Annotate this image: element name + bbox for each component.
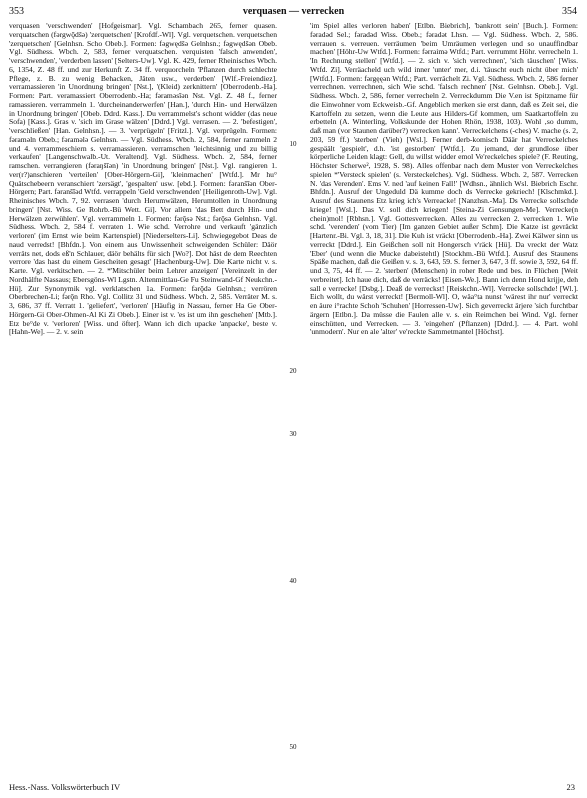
- right-column-text: 'im Spiel alles verloren haben' [Etlbn. Biebrich], 'bankrott sein' [Buch.]. Formen: fǝradǝd Sel.; fǝradǝd Wiss. Obeb.; fǝradǝt Lhsn. — Vgl. Südhess. Wbch. 2, 586. verrauen s. verreuen. verräumen 'beim Umräumen verlegen und so unauffindbar machen' [Höhr-Uw Wtfd.]. Formen: fǝrraimǝ Wtfd.; Part. verrummt Höhr. verrecheln 1. 'In Rechnung stellen' [Wtfd.]. — 2. sich v. 'sich verrechnen', 'sich täuschen' [Wiss. Wtfd. Zi]. Verräacheld uch wild inner 'unter' mer, d.i. 'täuscht euch nicht über mich' [Wtfd.]. Formen: fǝrgęęǝn Wtfd.; Part. verrächelt Zi. Vgl. Südhess. Wbch. 2, 586 ferner verrechnen. verrechnen, sich Wie schd. 'falsch rechnen' [Nst. Gelnhsn. Obeb.]. Vgl. Südhess. Wbch. 2, 586, ferner verrecheln 2. Verreckdumm Die V.en ist Spitzname für die Einwohner vom Eckweisb.-Gf. Angeblich merken sie erst dann, daß es Zeit sei, die Kartoffeln zu setzen, wenn die Leute aus Hilders-Gf kommen, um Saatkartoffeln zu erbetteln (A. Winterling, Volkskunde der Hohen Rhön, 1938, 103). Wohl ‚so dumm, daß man (vor Staunen darüber?) verrecken kann'. Verreckelchens (-ches) V. mache (s. 2, 203, 59 ff.) 'sterben' (Vieh) [Wsl.]. Ferner derb-komisch Däär hat Verreckelches gespäält 'gespielt', d.h. 'ist gestorben' [Wtfd.]. Zu jemand, der grundlose über körperliche Leiden klagt: Gell, du willst widder emol Ve'reckelches spiele? (F. Reuting, Höchster Scherwe², 1928, S. 98). Alles offenbar nach dem Muster von Verreckelches spielen *'Versteck spielen' (s. Versteckelches). Vgl. Südhess. Wbch. 2, 587. Verrecken N. 'das Verenden'. Ems V. ned 'auf keinen Fall!' [Wdhsn., ähnlich Wsl. Biebrich Eschr. Bhfdn.]. Ausruf der Ungeduld Dä kumme doch ds Verrecke gekriech! [Klschmkd.]. Ausruf des Staunens Etz krieg ich's Verreacke! [Nanzhsn.-Ma]. Ds Verrecke sollschde kriege! [Wsl.]. Das V. soll dich kriegen! [Steina-Zi Gensungen-Me]. Verrecke(n chein)mol! [Rbhsn.]. Vgl. Gottesverrecken. Alles zu verrecken 2. verrecken 1. Wie schd. 'verenden' (vom Tier) [Im ganzen Gebiet außer Schm]. Die Katze ist gevräckt [Hartenr.-Bi. Vgl. 3, 18, 31]. Die Kuh ist vräckt [Oberrodenb.-Ha]. Zwei Kälwer sinn us verreckt [Ddrd.]. Ein Geißchen soll nit Hongersch v'räck [Hü]. Da vreckt der Watz 'Eber' (und wenn die Mucke dabeistehtl) [Stockhm.-Bü Wtfd.]. Ausruf des Staunens Späße machen, daß die Geißen v. s. 3, 643, 59. S. ferner 3, 647, 3 ff. sowie 3, 592, 64 ff. und 3, 75, 44 ff. — 2. 'sterben' (Menschen) in roher Rede und bes. in Flüchen [Weit verbreitet]. Ich haue dich, daß de verräcks! [Eisen-We.]. Bann ich denn Hond krijje, deh sall e verrecke! [Dsbg.]. Deaß de verreckst! [Reiskchn.-Wl]. Verrecke sollschde! [Wl.]. Eich wollt, du wärst verreckt! [Bermoll-Wl]. O, wäa°ta nunst 'wärest ihr nur' verreckt en äure i°rachte Schoh 'Schuhen' [Horressen-Uw]. Sich geverreckt ärjere 'sich furchtbar ärgern [Etlbn.]. Da müsse die Faulen alle v. s. ein Reimchen bei Wind. Vgl. ferner einschütten, und Verrecken. — 3. 'eingehen' (Pflanzen) [Ddrd.]. — 4. Part. wohl 'unmodern'. Nur en ale 'alter' ve'reckte Sammetmantel [Höchst].: [310, 22, 578, 337]
- footer-book-title: Hess.-Nass. Volkswörterbuch IV: [9, 782, 121, 792]
- line-number: 50: [289, 743, 297, 751]
- left-column: [9, 22, 277, 772]
- running-title: verquasen — verrecken: [242, 6, 345, 17]
- line-number: 30: [289, 430, 297, 438]
- line-number: 10: [289, 140, 297, 148]
- page-number-left: 353: [9, 6, 24, 17]
- left-column-text: verquasen 'verschwenden' [Hofgeismar]. Vgl. Schambach 265, ferner quasen. verquatschen (fǝrgwǭdšǝ) 'zerquetschen' [Krofdf.-Wl]. Vgl. verquetschen. verquetschen 'zerquetschen' [Gelnhsn. Scho Obeb.]. Formen: fǝgwędšǝ Gelnhsn.; fǝgwędšǝn Obeb. Vgl. Südhess. Wbch. 2, 583, ferner verquatschen. verquisten 'falsch anwenden', 'verschwenden', 'verderben lassen' [Selters-Uw]. Vgl. K. 429, ferner Rheinisches Wbch. 6, 1354, Z. 48 ff. und zur Herkunft Z. 34 ff. verquorcheln 'Pflanzen durch schlechte Pflege, z. B. zu wenig Behacken, Jäten usw., verderben' [Wlf.-Freiendiez]. verramassieren 'in Unordnung bringen' [Nst.], '(Kleid) zerknittern' [Oberrodenb.-Ha]. Formen: Part. veramassiert Oberrodenb.-Ha; fǝramǝsīǝn Nst. Vgl. Z. 48 f., ferner ramassieren. verrammeln 1. 'durcheinanderwerfen' [Han.], 'durch Hin- und Herwälzen in Unordnung bringen' [Obeb. Ddrd. Kass.]. Du verrammelst's schont widder (das neue Sofa) [Kass.]. Gras v. 'sich im Grase wälzen' [Ddrd.] Vgl. verrasen. — 2. 'befestigen', 'verschließen' [Han. Gelnhsn.]. — 3. 'verprügeln' [Fritzl.]. Vgl. verprügeln. Formen: fǝramǝln Obeb.; fǝramǝlǝ Gelnhsn. — Vgl. Südhess. Wbch. 2, 584, ferner rammeln 2 und 4. verrammeschiern s. verramassieren. verramschen 'leichtsinnig und zu billig verkaufen' [Langenschwalb.-Ut. Veraltend]. Vgl. Südhess. Wbch. 2, 584, ferner ramschen. verrangieren (fǝraŋšīǝn) 'in Unordnung bringen' [Nst.]. Vgl. rangieren 1. ver(r?)anschieren 'verteilen' [Ober-Hörgern-Gi], 'kleinmachen' [Wtfd.]. Mr hu° Quätschebeern veranschiert 'zersägt', 'gespalten' usw. [ebd.]. Formen: fǝranšīǝn Ober-Hörgern; Part. fǝranšīǝd Wtfd. verrappeln 'Geld verschwenden' [Heiligenroth-Uw]. Vgl. Rheinisches Wbch. 7, 92. verrasen 'durch Herumwälzen, Herumtollen in Unordnung bringen' [Nst. Wiss. Ge Rohrb.-Bü Wett. Gi]. Vor allem 'das Bett durch Hin- und Herwälzen zerwühlen'. Vgl. verrammeln 1. Formen: fǝrǭsǝ Nst.; fǝrǭsǝ Gelnhsn. Vgl. Südhess. Wbch. 2, 584 f. verraten 1. Wie schd. Verrohre und verkauft 'gänzlich verloren' (im Ernst wie beim Kartenspiel) [Niederselters-Li]. Schwiegegebot Deas de naud verredst! [Bhfdn.]. Von einem aus Unwissenheit schweigenden Schüler: Däör verräts net, dods eß'n Schlauer, däör behälts für sich [Wo?]. Dot häst de dem Reechten verrore 'das hast du einem Gescheiten gesagt' [Hachenburg-Uw]. Die Karte nicht v. s. Karte. Vgl. verkitschen. — 2. *'Mitschüler beim Lehrer anzeigen' [Vereinzelt in der Nordhälfte Nassaus; Ebersgöns-Wl Lgstn. Altenmittlau-Ge Fu Steinwand-Gf Neukchn.-Hü]. Zur Synonymik vgl. verklatschen 1a. Formen: fǝrǭdǝ Gelnhsn.; verrören Oberbrechen-Li; fǝrǭn Rho. Vgl. Collitz 31 und Südhess. Wbch. 2, 585. Verräter M. s. 3, 686, 37 ff. Verratt 1. 'geliefert', 'verloren' [Häufig in Nassau, ferner Ha Ge Ober-Hörgern-Gi Ober-Ohmen-Al Ki Zi Obeb.]. Einer ist v. 'es ist um ihn geschehen' [Mtb.]. Etz be°de v. 'verloren' [Wiss. und öfter]. Wann ich dich upacke 'anpacke', beste v. [Hahn-We]. — 2. v. sein: [9, 22, 277, 337]
- right-column: [310, 22, 578, 774]
- footer-signature: 23: [566, 782, 575, 792]
- page-number-right: 354: [562, 6, 577, 17]
- line-number: 40: [289, 577, 297, 585]
- line-number: 20: [289, 367, 297, 375]
